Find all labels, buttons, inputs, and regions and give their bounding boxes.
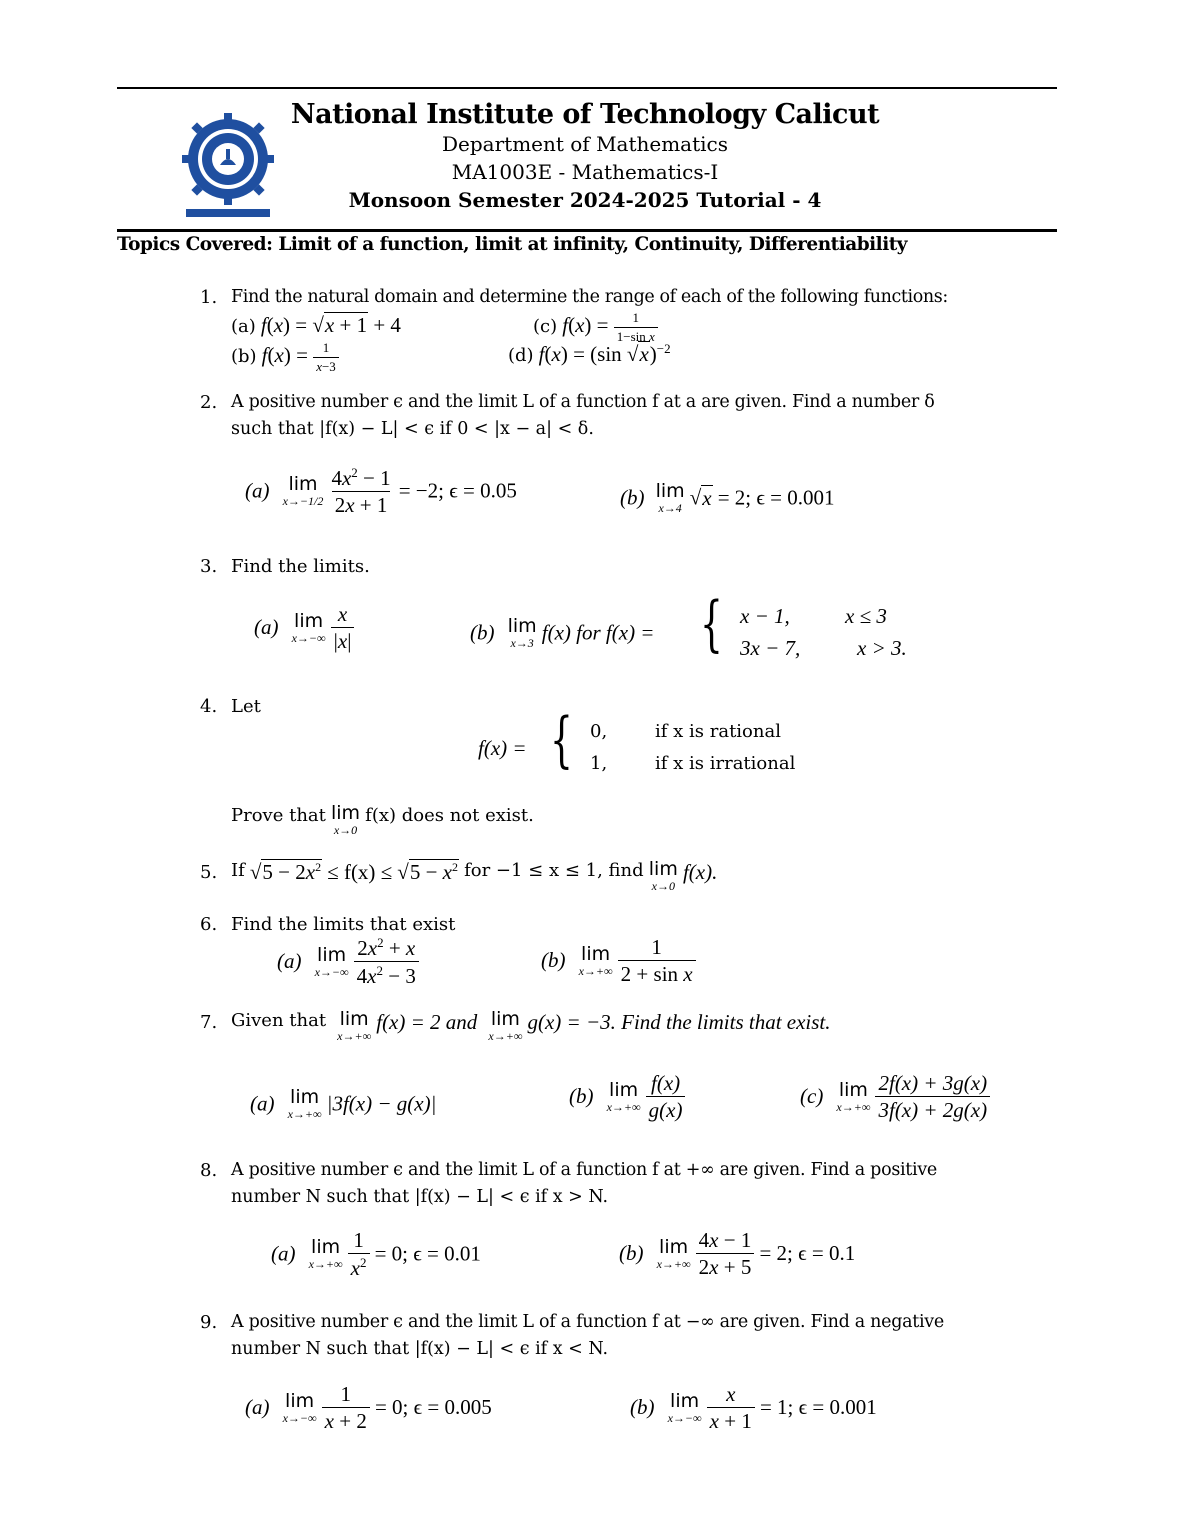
q9-part-b xyxy=(630,1383,877,1432)
q7-a-label: (a) xyxy=(250,1091,275,1116)
q5-line xyxy=(231,860,717,892)
q5-upper-bound: $√5 - x^2$ xyxy=(397,860,458,884)
limit-symbol: lim x→3 xyxy=(507,615,537,650)
q8-line1: A positive number ϵ and the limit L of a function f at +∞ are given. Find a positive xyxy=(231,1160,937,1180)
q7-number: 7. xyxy=(200,1012,218,1033)
q7-mid2: g(x) = −3. Find the limits that exist. xyxy=(527,1010,831,1034)
q3-a-label: (a) xyxy=(254,615,279,640)
q9-line1: A positive number ϵ and the limit L of a function f at −∞ are given. Find a negative xyxy=(231,1312,944,1332)
q8-b-rhs: = 2; ϵ = 0.1 xyxy=(759,1241,856,1266)
q4-prove xyxy=(231,802,534,837)
q2-a-fraction: $\frac{4x^2 - 1}{2x + 1}$ xyxy=(331,465,391,518)
q2-a-label: (a) xyxy=(245,478,270,503)
q7-pre: Given that xyxy=(231,1010,327,1031)
q2-line1: A positive number ϵ and the limit L of a function f at a are given. Find a number δ xyxy=(231,392,935,412)
q9-a-fraction: $\frac{1}{x + 2}$ xyxy=(322,1383,370,1432)
q1-d-label: (d) xyxy=(508,345,534,366)
q7-line xyxy=(231,1010,831,1042)
q3-text: Find the limits. xyxy=(231,556,370,577)
limit-symbol: lim x→+∞ xyxy=(836,1078,871,1114)
q6-a-fraction: $\frac{2x^2 + x}{4x^2 - 3}$ xyxy=(354,936,419,987)
limit-symbol: lim x→+∞ xyxy=(488,1008,523,1043)
q1-text: Find the natural domain and determine the range of each of the following functions: xyxy=(231,287,948,307)
q8-a-fraction: $\frac{1}{x^2}$ xyxy=(348,1229,370,1279)
q4-text: Let xyxy=(231,696,261,717)
q8-part-b xyxy=(619,1229,855,1278)
q5-mid1: ≤ f(x) ≤ xyxy=(327,860,393,884)
q2-a-rhs: = −2; ϵ = 0.05 xyxy=(398,478,517,503)
q8-b-fraction: $\frac{4x - 1}{2x + 5}$ xyxy=(696,1229,755,1278)
institute-name: National Institute of Technology Calicut xyxy=(290,99,880,130)
q6-part-a xyxy=(277,936,419,987)
q1-d-expr: f(x) = (sin √x)$^{-2}$ xyxy=(538,341,671,366)
q5-pre: If xyxy=(231,860,245,881)
q7-c-fraction: $\frac{2f(x) + 3g(x)}{3f(x) + 2g(x)}$ xyxy=(875,1072,990,1121)
q9-a-label: (a) xyxy=(245,1395,270,1420)
q2-part-a xyxy=(245,466,517,516)
q2-number: 2. xyxy=(200,392,218,413)
q1-a-expr: f(x) = √x + 1 + 4 xyxy=(260,313,401,337)
q6-b-label: (b) xyxy=(541,948,566,973)
q1-part-a xyxy=(231,313,401,338)
limit-symbol: lim x→4 xyxy=(655,480,685,515)
limit-symbol: lim x→−1/2 xyxy=(282,473,324,509)
top-rule xyxy=(117,87,1057,89)
q4-cond1: if x is rational xyxy=(655,721,781,742)
q3-part-a xyxy=(254,603,354,652)
q7-b-label: (b) xyxy=(569,1084,594,1109)
q8-part-a xyxy=(271,1229,481,1279)
q9-part-a xyxy=(245,1383,492,1432)
q1-b-expr: f(x) = $\frac{1}{x-3}$ xyxy=(262,343,339,367)
q3-cond1: x ≤ 3 xyxy=(845,604,887,628)
q6-part-b xyxy=(541,936,696,985)
q9-line2: number N such that |f(x) − L| < ϵ if x < N. xyxy=(231,1339,609,1359)
limit-symbol: lim x→0 xyxy=(330,802,361,837)
q4-case2: 1, xyxy=(590,753,608,774)
limit-symbol: lim x→−∞ xyxy=(314,943,349,979)
q7-b-fraction: $\frac{f(x)}{g(x)}$ xyxy=(646,1072,686,1121)
q3-cond2: x > 3. xyxy=(857,636,907,660)
q5-number: 5. xyxy=(200,862,218,883)
q8-a-rhs: = 0; ϵ = 0.01 xyxy=(374,1241,481,1266)
q9-b-fraction: $\frac{x}{x + 1}$ xyxy=(707,1383,755,1432)
q4-fx: f(x) = xyxy=(478,736,527,760)
q9-b-label: (b) xyxy=(630,1395,655,1420)
q8-number: 8. xyxy=(200,1160,218,1181)
q4-prove-pre: Prove that xyxy=(231,805,326,826)
q5-lower-bound: $√5 - 2x^2$ xyxy=(249,860,322,884)
q1-c-label: (c) xyxy=(533,315,558,337)
q8-b-label: (b) xyxy=(619,1241,644,1266)
q3-a-fraction: $\frac{x}{|x|}$ xyxy=(331,603,355,652)
q1-part-c xyxy=(533,311,658,343)
q6-b-fraction: $\frac{1}{\text{2 + sin x}}$ xyxy=(618,936,696,985)
q4-case1: 0, xyxy=(590,721,608,742)
limit-symbol: lim x→−∞ xyxy=(282,1389,317,1425)
q3-case1: x − 1, xyxy=(740,604,790,628)
q3-case2: 3x − 7, xyxy=(740,636,801,660)
q9-a-rhs: = 0; ϵ = 0.005 xyxy=(374,1395,492,1420)
q4-number: 4. xyxy=(200,696,218,717)
q2-b-rhs: = 2; ϵ = 0.001 xyxy=(717,485,835,510)
limit-symbol: lim x→+∞ xyxy=(656,1235,691,1271)
q2-b-label: (b) xyxy=(620,485,645,510)
limit-symbol: lim x→+∞ xyxy=(287,1086,322,1121)
q5-mid2: for −1 ≤ x ≤ 1, find xyxy=(464,860,644,881)
q3-brace: { xyxy=(700,589,723,659)
q3-number: 3. xyxy=(200,556,218,577)
limit-symbol: lim x→+∞ xyxy=(308,1236,343,1272)
q7-part-b xyxy=(569,1072,685,1121)
course-title: MA1003E - Mathematics-I xyxy=(451,160,719,184)
limit-symbol: lim x→+∞ xyxy=(578,942,613,978)
q7-part-a xyxy=(250,1088,436,1120)
q6-number: 6. xyxy=(200,914,218,935)
q4-brace: { xyxy=(550,705,573,775)
q7-part-c xyxy=(800,1072,990,1121)
header-rule xyxy=(117,229,1057,232)
semester-title: Monsoon Semester 2024-2025 Tutorial - 4 xyxy=(348,188,822,212)
q1-b-label: (b) xyxy=(231,345,257,367)
q7-a-expr: |3f(x) − g(x)| xyxy=(326,1091,437,1116)
q6-text: Find the limits that exist xyxy=(231,914,456,935)
institute-logo xyxy=(180,103,276,219)
limit-symbol: lim x→−∞ xyxy=(291,609,326,645)
q9-number: 9. xyxy=(200,1312,218,1333)
q1-part-b xyxy=(231,341,339,373)
q6-a-label: (a) xyxy=(277,949,302,974)
limit-symbol: lim x→−∞ xyxy=(667,1389,702,1425)
q1-a-label: (a) xyxy=(231,316,256,337)
department-name: Department of Mathematics xyxy=(441,132,729,156)
q8-a-label: (a) xyxy=(271,1241,296,1266)
q3-part-b xyxy=(470,617,654,649)
q4-cond2: if x is irrational xyxy=(655,753,796,774)
topics-covered: Topics Covered: Limit of a function, limit at infinity, Continuity, Differentiability xyxy=(117,234,908,255)
q1-c-expr: f(x) = $\frac{1}{\text{1−sin x}}$ xyxy=(562,313,658,337)
q7-mid1: f(x) = 2 and xyxy=(376,1010,478,1034)
q3-b-mid: f(x) for f(x) = xyxy=(541,620,655,645)
q1-number: 1. xyxy=(200,287,218,308)
q4-prove-post: f(x) does not exist. xyxy=(365,805,534,826)
q2-line2: such that |f(x) − L| < ϵ if 0 < |x − a| < δ. xyxy=(231,419,594,439)
q3-b-label: (b) xyxy=(470,620,495,645)
q5-post: f(x). xyxy=(682,860,718,884)
limit-symbol: lim x→0 xyxy=(648,858,678,893)
q2-b-expr: √x xyxy=(689,485,712,510)
q8-line2: number N such that |f(x) − L| < ϵ if x > N. xyxy=(231,1187,609,1207)
q1-part-d xyxy=(508,341,671,367)
q2-part-b xyxy=(620,482,835,514)
q9-b-rhs: = 1; ϵ = 0.001 xyxy=(759,1395,877,1420)
limit-symbol: lim x→+∞ xyxy=(337,1008,372,1043)
q7-c-label: (c) xyxy=(800,1084,824,1109)
limit-symbol: lim x→+∞ xyxy=(606,1078,641,1114)
